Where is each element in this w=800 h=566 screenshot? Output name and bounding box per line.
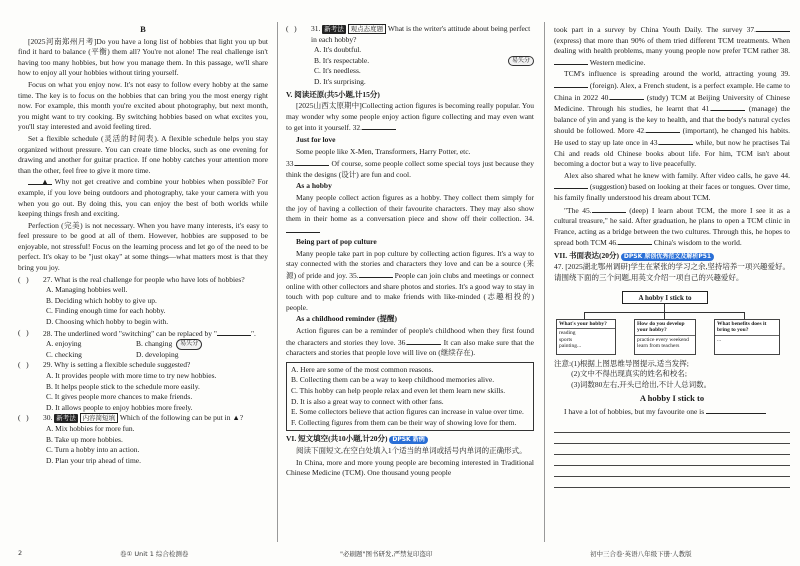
dpsk-badge: DPSK 新例	[389, 436, 427, 444]
section-heading	[286, 434, 534, 445]
option[interactable]: A. It provides people with more time to try new hobbies.	[46, 371, 217, 380]
option[interactable]: C. Turn a hobby into an action.	[46, 445, 140, 455]
paragraph	[286, 101, 534, 134]
paragraph-text: "The 45.	[564, 205, 592, 215]
paragraph: [2025河南郑州月考]Do you have a long list of hobbies that light you up but find it hard to balance (平衡) them all? You're not alone! The real challenge isn't having too many hobbies, but how you manage them. In this passage, we'll share how to enjoy all your hobbies without tiring yourself.	[18, 36, 268, 78]
paragraph-text: TCM's influence is spreading around the world, attracting young 39.	[564, 69, 790, 79]
paragraph-text: [2025山西太原期中]Collecting action figures is becoming really popular. You may wonder why some people enjoy action figure collecting and may even want to get into it yourself. 32.	[286, 101, 534, 133]
option-row	[286, 56, 534, 67]
writing-lines[interactable]	[554, 422, 790, 488]
essay-title: A hobby I stick to	[639, 393, 705, 404]
option-item: F. Collecting figures from them can be their way of showing love for them.	[291, 417, 517, 427]
answer-blank[interactable]	[610, 92, 644, 100]
mind-map	[554, 287, 790, 357]
question-text: 27. What is the real challenge for people who have lots of hobbies?	[43, 274, 245, 284]
paragraph-text: Western medicine.	[588, 57, 646, 67]
question-text: 28. The underlined word "switching" can be replaced by "	[43, 328, 217, 338]
paragraph-text: Of course, some people collect some special toys just because they think the designs (设计) are fun and cool.	[286, 159, 534, 179]
difficulty-badge: 易失分	[508, 56, 534, 67]
paragraph	[286, 158, 534, 180]
question-text: What is the writer's attitude about being perfect in each hobby?	[311, 24, 531, 44]
writing-line[interactable]	[554, 455, 790, 466]
answer-blank[interactable]	[659, 137, 693, 145]
writing-line[interactable]	[554, 466, 790, 477]
footer-left-title: 卷① Unit 1 综合检测卷	[120, 550, 189, 558]
answer-blank[interactable]	[554, 80, 588, 88]
paragraph-text: Alex also shared what he knew with family. After video calls, he gave 44.	[564, 170, 790, 180]
paragraph-text: took part in a survey by China Youth Daily. The survey 37.	[554, 25, 756, 34]
paragraph-text: It can also make sure that the characters and stories that people love will live on (继续存在).	[286, 337, 534, 358]
option[interactable]: C. checking	[46, 349, 82, 359]
column-middle	[286, 24, 534, 480]
instructions: 阅读下面短文,在空白处填入1个适当的单词或括号内单词的正确形式。	[296, 445, 527, 455]
new-method-tag: 新考法	[56, 414, 76, 423]
column-left	[18, 24, 268, 466]
paragraph-text: (suggestion) based on looking at their faces or tongues. Over time, his family finally understood his dream about TCM.	[554, 182, 790, 202]
section-title: VII. 书面表达(20分)	[554, 250, 619, 260]
essay-start	[554, 406, 790, 418]
essay-start-text: I have a lot of hobbies, but my favourite one is	[564, 407, 705, 417]
paragraph-text: while, but now he practises Tai Chi and reads old Chinese books about life. For him, TCM isn't about becoming a doctor but a way to live peacefully.	[554, 137, 790, 169]
answer-blank[interactable]	[295, 158, 329, 166]
option-item: A. Here are some of the most common reasons.	[291, 364, 434, 374]
paragraph-text: (manage) the balance of yin and yang is the key to health, and that the body's natural cycles should be followed. More 42.	[554, 104, 790, 136]
dpsk-badge: DPSK 原创优秀范文及解析P51	[621, 253, 714, 261]
paragraph	[286, 147, 534, 158]
mind-map-branch	[714, 319, 780, 355]
answer-blank[interactable]	[407, 337, 441, 345]
option[interactable]: D. Plan your trip ahead of time.	[46, 455, 141, 465]
section-heading	[554, 251, 790, 262]
note-item: (2)文中不得出现真实的姓名和校名;	[571, 369, 687, 379]
paragraph	[554, 24, 790, 68]
option[interactable]: D. developing	[136, 349, 179, 359]
answer-paren[interactable]: ( )	[286, 24, 297, 33]
paragraph-text: (important), he changed his habits. He used to stay up late once in 43.	[554, 126, 790, 147]
paragraph	[286, 193, 534, 236]
difficulty-badge: 易失分	[176, 339, 202, 350]
option[interactable]: C. It's needless.	[314, 66, 361, 76]
option-row	[18, 339, 268, 350]
writing-line[interactable]	[554, 422, 790, 433]
branch-question: What's your hobby?	[557, 320, 615, 330]
option[interactable]: B. changing	[136, 339, 173, 349]
question-text: 29. Why is setting a flexible schedule suggested?	[43, 360, 191, 370]
notes	[554, 359, 790, 391]
answer-blank[interactable]	[286, 225, 320, 233]
answer-paren[interactable]: ( )	[18, 360, 29, 370]
option[interactable]: B. Take up more hobbies.	[46, 434, 123, 444]
subheading: Being part of pop culture	[296, 237, 377, 247]
section-title: VI. 短文填空(共10小题,计20分)	[286, 434, 388, 444]
question-27	[18, 275, 268, 286]
paragraph: In China, more and more young people are becoming interested in Traditional Chinese Medicine (TCM). One thousand young people	[286, 457, 534, 478]
paragraph-text: Some people like X-Men, Transformers, Harry Potter, etc.	[296, 146, 471, 156]
footer-right-title: 初中三合卷·英语八年级下册·人教版	[590, 550, 692, 558]
answer-paren[interactable]: ( )	[18, 413, 29, 423]
paragraph	[286, 249, 534, 314]
option[interactable]: A. Managing hobbies well.	[46, 285, 128, 295]
option[interactable]: C. Finding enough time for each hobby.	[46, 306, 166, 316]
paragraph-text: (express) that more than 90% of them tried different TCM treatments. When dealing with health problems, many young people now prefer TCM rather 38.	[554, 35, 790, 56]
option-item: D. It is also a great way to connect with other fans.	[291, 396, 444, 406]
question-text-end: ?	[239, 413, 244, 423]
branch-answer: reading sports painting...	[559, 330, 582, 350]
branch-answer: ...	[717, 336, 722, 343]
paragraph-text: (study) TCM at Beijing University of Chinese Medicine. Through his studies, he learnt that 41.	[554, 92, 791, 114]
mind-map-center: A hobby I stick to	[622, 291, 708, 304]
option[interactable]: D. Choosing which hobby to begin with.	[46, 317, 169, 327]
paragraph: Set a flexible schedule (灵活的时间表). A flexible schedule helps you stay organized without pressure. You can create time blocks, such as one evening for drawing and another for guitar practice. If one hobby catches your attention more than the other, feel free to give it more time.	[18, 133, 268, 175]
note-item: (1)根据上图思维导图提示,适当发挥;	[571, 358, 689, 368]
answer-blank[interactable]	[711, 103, 745, 111]
option-item: C. This hobby can help people relax and even let them learn new skills.	[291, 386, 506, 395]
question-text-end: ".	[251, 328, 256, 338]
answer-blank[interactable]	[554, 57, 588, 65]
column-divider	[277, 22, 278, 542]
section-letter: B	[140, 24, 146, 34]
question-30: ( ) 30. 新考法 内容简短填 Which of the following can be put in ▲?	[18, 413, 244, 423]
paragraph	[554, 171, 790, 204]
option[interactable]: C. It gives people more chances to make friends.	[46, 392, 193, 402]
section-heading: V. 阅读还原(共5小题,计15分)	[286, 89, 380, 99]
answer-blank[interactable]	[756, 24, 790, 32]
paragraph-text: People can join clubs and meetings or connect online with other collectors and share photos and stories. It's a good way to stay in touch with pop culture and to make friends with like-minded (志趣相投的) people.	[286, 271, 535, 312]
question-29	[18, 360, 268, 371]
new-method-tag: 新考法	[324, 25, 344, 33]
branch-question: How do you develop your hobby?	[635, 320, 695, 336]
paragraph	[554, 69, 790, 169]
connector-line	[584, 312, 585, 319]
option[interactable]: B. It's respectable.	[314, 55, 370, 65]
option[interactable]: B. Deciding which hobby to give up.	[46, 295, 157, 305]
answer-blank[interactable]	[646, 125, 680, 133]
paragraph-text: (deep) I learn about TCM, the more I see it as a cultural treasure," he said. After graduation, he plans to open a TCM clinic in France, acting as a bridge between the two cultures. Through this, he hopes to spread both TCM 46.	[554, 205, 790, 248]
mind-map-branch	[556, 319, 616, 355]
paragraph-text: (foreign). Alex, a French student, is a perfect example. He came to China in 2022 40.	[554, 80, 790, 102]
question-type-tag: 内容简短填	[80, 413, 119, 423]
paragraph-text: Why not get creative and combine your hobbies when possible? For example, if you love being outdoors and photography, take your camera with you when you go out. By doing this, you can enjoy the best of both worlds while keeping things fresh and exciting.	[18, 177, 268, 219]
mind-map-branch	[634, 319, 696, 355]
answer-blank[interactable]	[28, 177, 52, 185]
answer-blank[interactable]	[362, 122, 396, 130]
answer-blank[interactable]	[592, 205, 626, 213]
paragraph-text: 33.	[286, 159, 296, 169]
writing-line[interactable]	[554, 433, 790, 444]
writing-prompt: 47. [2025湖北鄂州调研]学生在紧张的学习之余,坚持培养一项兴趣爱好。请围绕下面的三个问题,用英文介绍一项自己的兴趣爱好。	[554, 262, 790, 283]
question-28	[18, 328, 268, 340]
option[interactable]: A. It's doubtful.	[314, 45, 362, 55]
answer-blank[interactable]	[618, 237, 652, 245]
paragraph-text: Many people take part in pop culture by collecting action figures. It's a way to stay connected with the stories and characters they love and can be a source (来源) of pride and joy. 35.	[286, 248, 534, 281]
branch-answer: practice every weekend learn from teachers	[637, 336, 689, 350]
branch-question: What benefits does it bring to you?	[715, 320, 779, 336]
column-right	[554, 24, 790, 488]
option-item: E. Some collectors believe that action figures can increase in value over time.	[291, 407, 524, 417]
answer-blank[interactable]	[217, 328, 251, 336]
connector-line	[664, 304, 665, 312]
subheading: As a childhood reminder (提醒)	[296, 314, 397, 324]
option-item: B. Collecting them can be a way to keep childhood memories alive.	[291, 375, 495, 385]
option[interactable]: D. It allows people to enjoy hobbies more freely.	[46, 402, 193, 412]
paragraph	[554, 205, 790, 249]
triangle-icon: ▲	[232, 413, 240, 423]
paragraph-text: Many people collect action figures as a hobby. They collect them simply for the joy of having a collection of their favourite characters. They may also show them in their home as a conversation piece and show off their collection. 34.	[286, 192, 534, 224]
paragraph	[18, 177, 268, 219]
answer-blank[interactable]	[706, 406, 766, 414]
paragraph	[286, 326, 534, 359]
option-row	[18, 350, 268, 361]
answer-paren[interactable]: ( )	[18, 274, 29, 284]
option[interactable]: D. It's surprising.	[314, 76, 366, 86]
page-number: 2	[18, 549, 23, 557]
paragraph-text: China's wisdom to the world.	[652, 238, 742, 248]
option[interactable]: B. It helps people stick to the schedule more easily.	[46, 381, 200, 391]
answer-blank[interactable]	[554, 181, 588, 189]
writing-line[interactable]	[554, 444, 790, 455]
writing-line[interactable]	[554, 477, 790, 488]
connector-line	[664, 312, 665, 319]
question-31: ( ) 31. 新考法 观点态度题 What is the writer's attitude about being perfect in each hobby?	[286, 24, 531, 44]
paragraph: Perfection (完美) is not necessary. When you have many interests, it's easy to feel pressure to be good at all of them. However, hobbies are supposed to be enjoyable, not stressful! Focus on the learning process and let go of the need to be perfect. It's okay to be "just okay" at some things—what matters most is that they bring you joy.	[18, 220, 268, 273]
note-item: (3)词数80左右,开头已给出,不计人总词数。	[571, 379, 712, 389]
answer-paren[interactable]: ( )	[18, 327, 29, 337]
option[interactable]: A. enjoying	[46, 339, 82, 349]
subheading: Just for love	[296, 134, 336, 144]
column-divider	[544, 22, 545, 542]
subheading: As a hobby	[296, 181, 332, 191]
footer-mid-title: "必刷题"图书研发,严禁复印盗印	[340, 550, 433, 558]
answer-blank[interactable]	[359, 270, 393, 278]
question-type-tag: 观点态度题	[348, 24, 387, 34]
options-box	[286, 362, 534, 432]
triangle-icon: ▲	[41, 177, 49, 187]
option[interactable]: A. Mix hobbies for more fun.	[46, 423, 135, 433]
paragraph: Focus on what you enjoy now. It's not easy to follow every hobby at the same time. The key is to focus on the hobbies that can bring you the most energy right now. For example, this month you're excited about photography, but next month, you might want to try cooking. By switching hobbies based on what excites you, you'll stay interested and avoid feeling tired.	[18, 79, 268, 132]
notes-title: 注意:	[554, 358, 572, 368]
question-text: Which of the following can be put in	[118, 413, 233, 423]
paragraph-text: Action figures can be a reminder of people's childhood when they first found the characters and stories they love. 36.	[286, 326, 534, 347]
connector-line	[744, 312, 745, 319]
